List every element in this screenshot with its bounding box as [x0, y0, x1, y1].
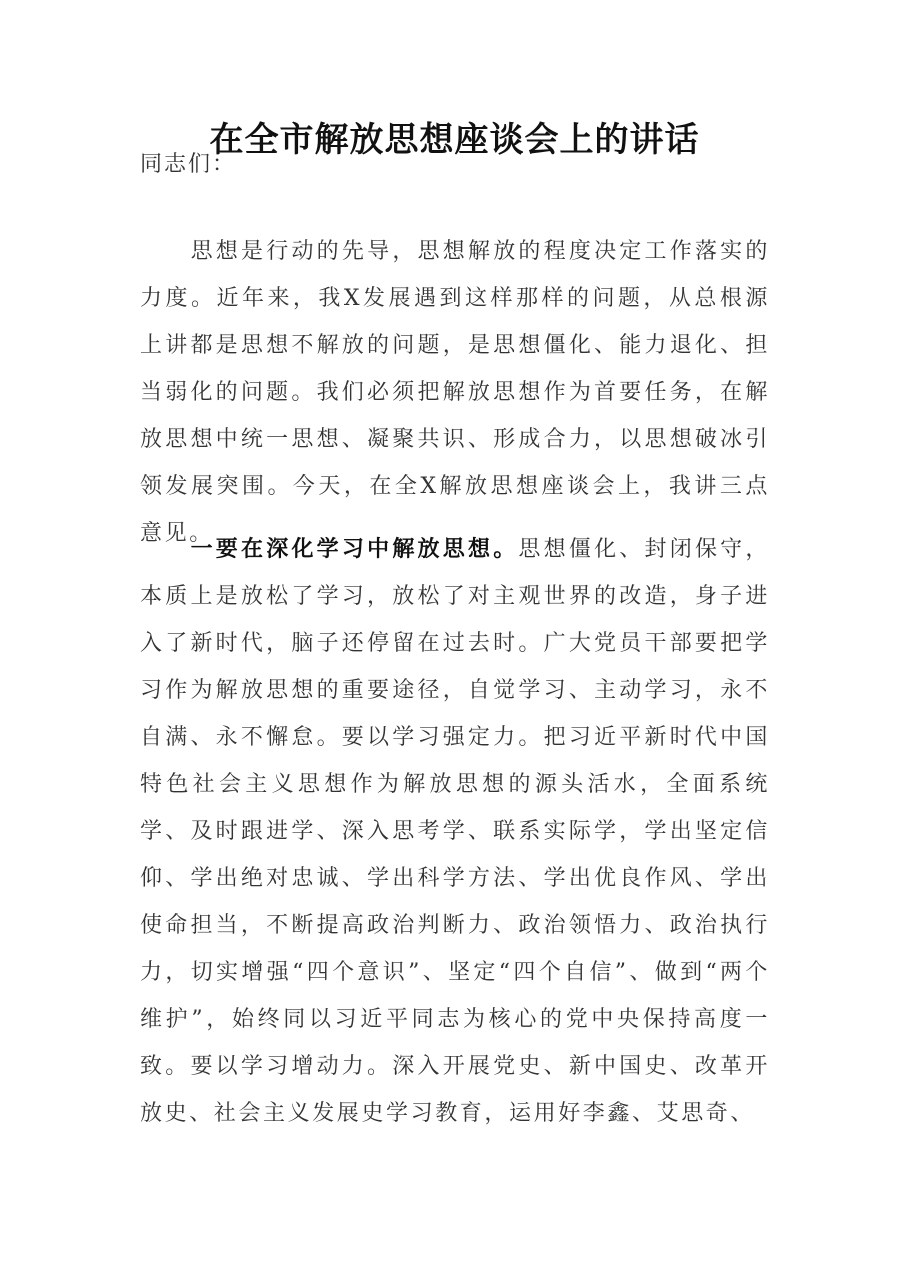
paragraph-1-text: 思想是行动的先导，思想解放的程度决定工作落实的力度。近年来，我X发展遇到这样那样的问题，从总根源上讲都是思想不解放的问题，是思想僵化、能力退化、担当弱化的问题。我们必须把解放思想作为首要任务，在解放思想中统一思想、凝聚共识、形成合力，以思想破冰引领发展突围。今天，在全X解放思想座谈会上，我讲三点意见。 [140, 239, 770, 546]
document-title: 在全市解放思想座谈会上的讲话 [209, 120, 700, 160]
salutation: 同志们： [140, 152, 237, 177]
paragraph-2-heading: 一要在深化学习中解放思想。 [190, 536, 519, 562]
paragraph-1 [140, 228, 770, 557]
paragraph-2-text: 思想僵化、封闭保守，本质上是放松了学习，放松了对主观世界的改造，身子进入了新时代，脑子还停留在过去时。广大党员干部要把学习作为解放思想的重要途径，自觉学习、主动学习，永不自满、永不懈怠。要以学习强定力。把习近平新时代中国特色社会主义思想作为解放思想的源头活水，全面系统学、及时跟进学、深入思考学、联系实际学，学出坚定信仰、学出绝对忠诚、学出科学方法、学出优良作风、学出使命担当，不断提高政治判断力、政治领悟力、政治执行力，切实增强“四个意识”、坚定“四个自信”、做到“两个维护”，始终同以习近平同志为核心的党中央保持高度一致。要以学习增动力。深入开展党史、新中国史、改革开放史、社会主义发展史学习教育，运用好李鑫、艾思奇、 [140, 537, 770, 1126]
paragraph-2 [140, 526, 770, 1137]
